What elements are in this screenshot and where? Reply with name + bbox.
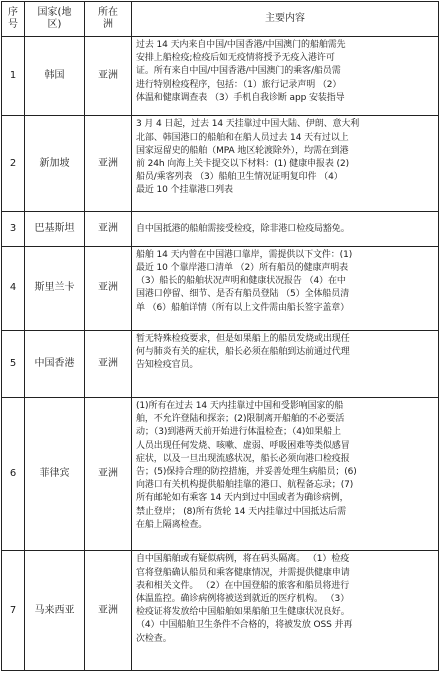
row-content: 过去 14 天内来自中国/中国香港/中国澳门的船舶需先 安排上船检疫;检疫后如无疫情将授予无疫入港许可 证。所有来自中国/中国香港/中国澳门的乘客/船员需 进行特别检疫程序，包括：（1）旅行记录声明 （2） 体温和健康调查表 （3）手机自我诊断 app 安装指导 (132, 37, 439, 116)
row-content: 3 月 4 日起，过去 14 天挂靠过中国大陆、伊朗、意大利 北部、韩国港口的船舶和在船人员过去 14 天有过以上 国家逗留史的船舶（MPA 地区轮渡除外），均需在到港 前 24h 向海上关卡提交以下材料：(1) 健康申报表 (2) 船员/乘客列表 （3）船舶卫生情况证明复印件 （4） 最近 10 个挂靠港口列表 (132, 116, 439, 212)
row-country: 马来西亚 (25, 551, 85, 671)
row-no: 6 (2, 398, 25, 551)
row-content: 自中国抵港的船舶需接受检疫，除非港口检疫局豁免。 (132, 212, 439, 247)
row-continent: 亚洲 (85, 398, 132, 551)
header-content: 主要内容 (132, 2, 439, 37)
row-no: 7 (2, 551, 25, 671)
table-row (2, 116, 439, 212)
table-row (2, 37, 439, 116)
row-country: 韩国 (25, 37, 85, 116)
header-row (2, 2, 439, 37)
row-no: 4 (2, 246, 25, 330)
table-row (2, 398, 439, 551)
row-country: 菲律宾 (25, 398, 85, 551)
header-country: 国家(地 区) (25, 2, 85, 37)
header-no: 序 号 (2, 2, 25, 37)
row-no: 2 (2, 116, 25, 212)
row-content: 暂无特殊检疫要求，但是如果船上的船员发烧或出现任 何与肺炎有关的症状，船长必须在船舶到达前通过代理 告知检疫官员。 (132, 330, 439, 397)
row-content: (1)所有在过去 14 天内挂靠过中国和受影响国家的船 舶，不允许登陆和探亲；(2)限制离开船舶的不必要活 动；（3)到港两天前开始进行体温检查；（4)如果船上 人员出现任何发烧、咳嗽、虚弱、呼吸困难等类似感冒 症状，以及一旦出现流感状况，船长必须向港口检疫报 告；(5)保持合理的防控措施，并妥善处理生病船员；(6) 向港口有关机构提供船舶挂靠的港口、航程备忘录；(7) 所有邮轮如有乘客 14 天内到过中国或者为确诊病例， 禁止登岸； (8)所有货轮 14 天内挂靠过中国抵达后需 在船上隔离检查。 (132, 398, 439, 551)
row-country: 新加坡 (25, 116, 85, 212)
row-continent: 亚洲 (85, 37, 132, 116)
table-row (2, 330, 439, 397)
row-country: 中国香港 (25, 330, 85, 397)
table-row (2, 551, 439, 671)
row-country: 斯里兰卡 (25, 246, 85, 330)
row-continent: 亚洲 (85, 212, 132, 247)
row-continent: 亚洲 (85, 246, 132, 330)
row-continent: 亚洲 (85, 330, 132, 397)
row-content: 自中国船舶或有疑似病例，将在码头隔离。 （1）检疫 官将登船确认船员和乘客健康情况，并需提供健康申请 表和相关文件。 （2）在中国登船的旅客和船员将进行 体温监控。确诊病例将被送到就近的医疗机构。 （3） 检疫证将发放给中国船舶如果船舶卫生健康状况良好。 （4）中国船舶卫生条件不合格的，将被发放 OSS 并再 次检查。 (132, 551, 439, 671)
row-content: 船舶 14 天内曾在中国港口靠岸，需提供以下文件：(1) 最近 10 个靠岸港口清单 （2）所有船员的健康声明表 （3）船长的船舶状况声明和健康状况报告 （4）在中 国港口停留、细节、是否有船员登陆 （5）全体船员清 单 （6）船舶详情（所有以上文件需由船长签字盖章） (132, 246, 439, 330)
row-no: 3 (2, 212, 25, 247)
row-no: 5 (2, 330, 25, 397)
row-country: 巴基斯坦 (25, 212, 85, 247)
row-continent: 亚洲 (85, 551, 132, 671)
row-continent: 亚洲 (85, 116, 132, 212)
table-row (2, 212, 439, 247)
table-row (2, 246, 439, 330)
port-quarantine-table (1, 1, 439, 671)
row-no: 1 (2, 37, 25, 116)
header-continent: 所在 洲 (85, 2, 132, 37)
